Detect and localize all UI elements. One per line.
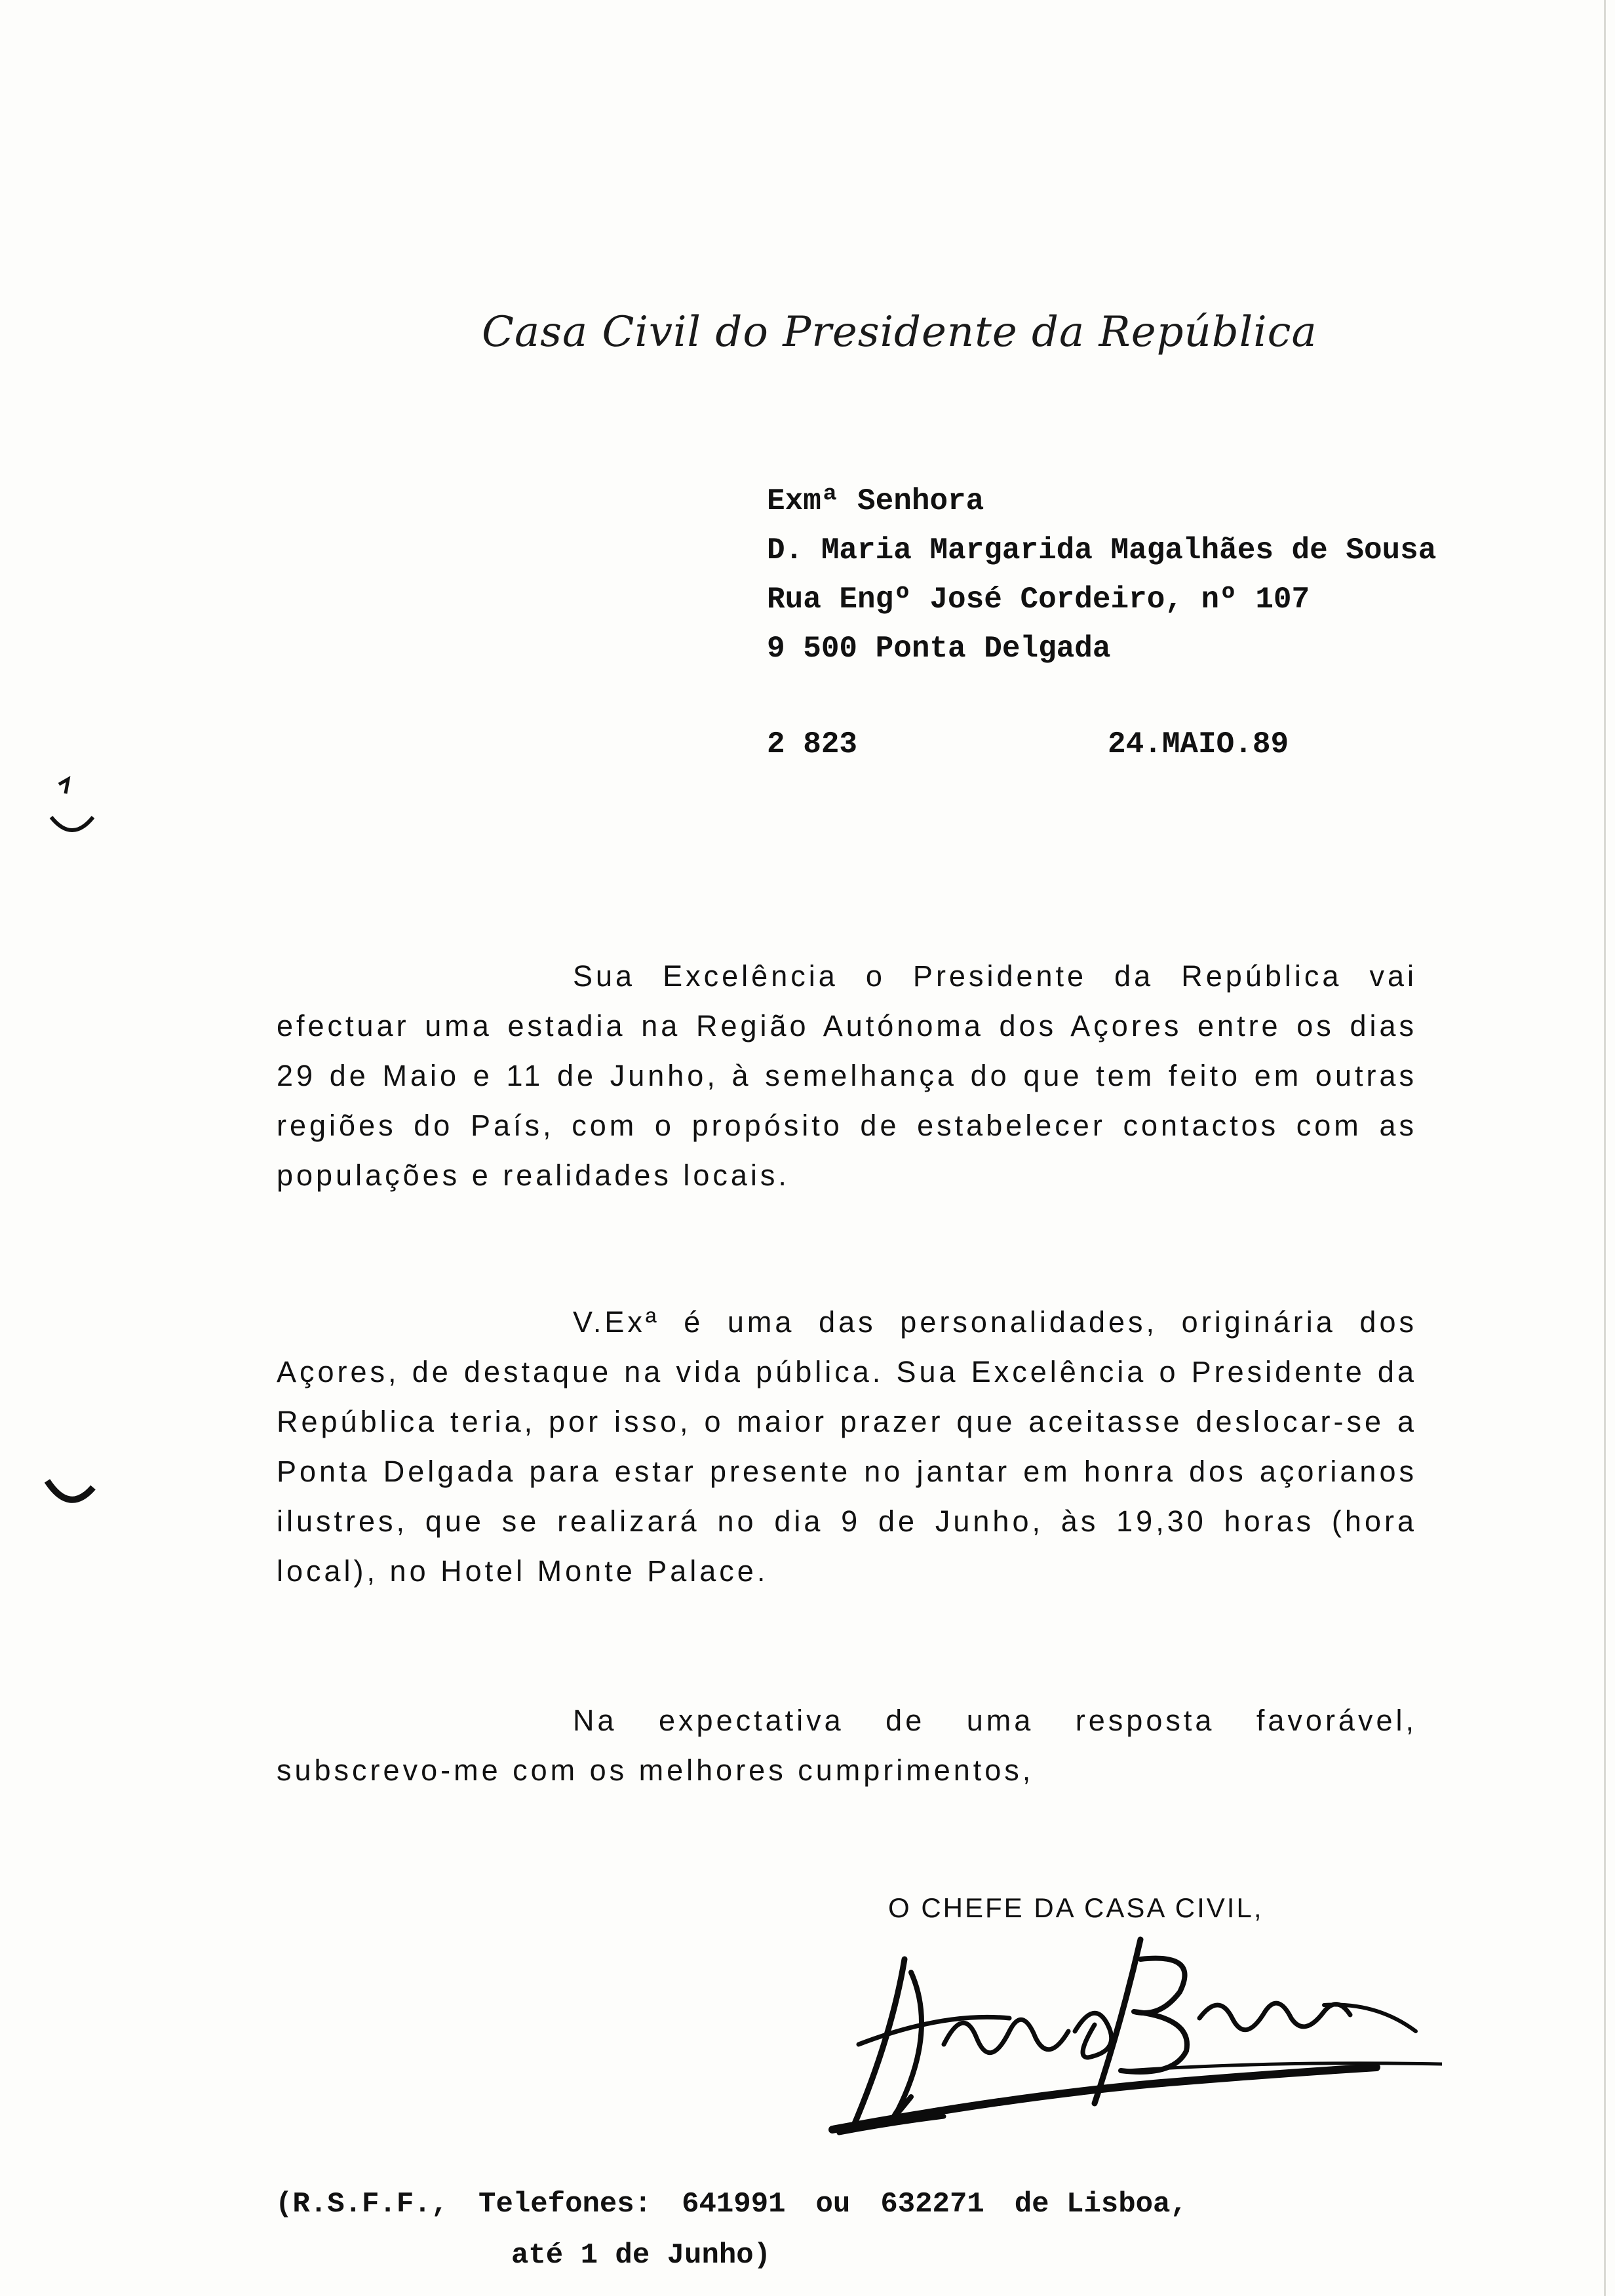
footer-phone-2: 632271 [880,2188,984,2221]
recipient-salutation: Exmª Senhora [767,484,984,518]
page-edge-line [1604,0,1606,2296]
reference-row [767,727,1289,761]
paragraph-1: Sua Excelência o Presidente da República vai efectuar uma estadia na Região Autónoma dos Açores entre os dias 29 de Maio e 11 de Junho, à semelhança do que tem feito em outras regiões do País, com o propósito de estabelecer contactos com as populações e realidades locais. [277,959,1417,1192]
reference-number: 2 823 [767,727,858,761]
footer-phone-1: 641991 [682,2188,786,2221]
punch-hole-mark-lower [41,1468,100,1520]
footer-line-1 [275,2179,1188,2230]
footer-contact [275,2179,1188,2281]
recipient-street: Rua Engº José Cordeiro, nº 107 [767,583,1310,617]
recipient-address [767,477,1436,674]
footer-connector: ou [815,2188,851,2221]
recipient-name: D. Maria Margarida Magalhães de Sousa [767,533,1437,567]
recipient-city: 9 500 Ponta Delgada [767,632,1111,666]
punch-hole-mark-upper [46,770,98,849]
paragraph-3: Na expectativa de uma resposta favorável, subscrevo-me com os melhores cumprimentos, [277,1704,1417,1787]
footer-phones-label: Telefones: [478,2188,652,2221]
closing-title: O CHEFE DA CASA CIVIL, [888,1892,1264,1923]
paragraph-2: V.Exª é uma das personalidades, originária dos Açores, de destaque na vida pública. Sua Excelência o Presidente da República teria, por isso, o maior prazer que aceitasse deslocar-se a Ponta Delgada para estar presente no jantar em honra dos açorianos ilustres, que se realizará no dia 9 de Junho, às 19,30 horas (hora local), no Hotel Monte Palace. [277,1305,1417,1588]
footer-until: até 1 de Junho) [511,2239,771,2272]
footer-code: (R.S.F.F., [275,2188,449,2221]
handwritten-signature [813,1933,1442,2149]
letterhead: Casa Civil do Presidente da República [482,308,1317,356]
letter-date: 24.MAIO.89 [1108,727,1289,761]
footer-location: de Lisboa, [1014,2188,1188,2221]
